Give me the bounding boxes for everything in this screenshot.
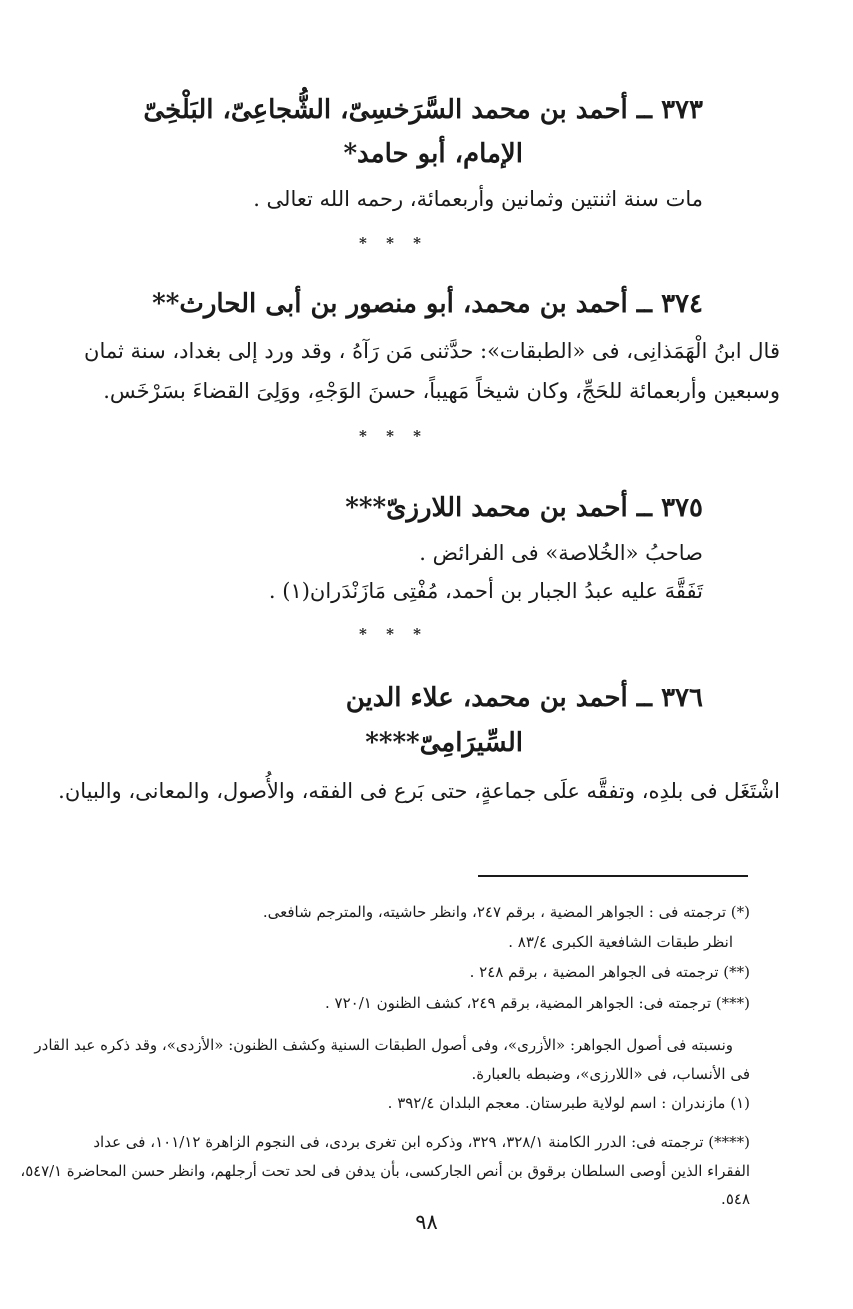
footnote-1: (*) ترجمته فى : الجواهر المضية ، برقم ٢٤٧، وانظر حاشيته، والمترجم شافعى. bbox=[262, 903, 750, 921]
entry-375-text-line-1: صاحبُ «الخُلاصة» فى الفرائض . bbox=[419, 541, 703, 565]
footnote-5-cont-1: الفقراء الذين أوصى السلطان برقوق بن أنص الجاركسى، بأن يدفن فى لحد تحت أرجلهم، وانظر حسن المحاضرة ٥٤٧/١، bbox=[20, 1163, 750, 1180]
footnote-2: (**) ترجمته فى الجواهر المضية ، برقم ٢٤٨ . bbox=[469, 963, 750, 981]
section-separator: * * * bbox=[359, 234, 428, 252]
entry-373-heading-cont: الإمام، أبو حامد* bbox=[343, 139, 523, 169]
footnote-1-cont: انظر طبقات الشافعية الكبرى ٨٣/٤ . bbox=[508, 933, 733, 951]
section-separator: * * * bbox=[359, 625, 428, 643]
footnote-3-cont-1: ونسبته فى أصول الجواهر: «الأزرى»، وفى أصول الطبقات السنية وكشف الظنون: «الأزدى»، وقد ذكره عبد القادر bbox=[34, 1036, 733, 1054]
footnote-3-cont-2: فى الأنساب، فى «اللارزى»، وضبطه بالعبارة. bbox=[471, 1065, 750, 1083]
entry-374-text-line-2: وسبعين وأربعمائة للحَجِّ، وكان شيخاً مَهيباً، حسنَ الوَجْهِ، ووَلِىَ القضاءَ بسَرْخَس. bbox=[103, 379, 780, 403]
entry-374-text-line-1: قال ابنُ الْهَمَذانِى، فى «الطبقات»: حدَّثنى مَن رَآهُ ، وقد ورد إلى بغداد، سنة ثمان bbox=[84, 339, 780, 363]
section-separator: * * * bbox=[359, 427, 428, 445]
entry-373-heading: ٣٧٣ ــ أحمد بن محمد السَّرَخسِىّ، الشُّجاعِىّ، البَلْخِىّ bbox=[143, 95, 703, 125]
footnote-5: (****) ترجمته فى: الدرر الكامنة ٣٢٨/١، ٣٢٩، وذكره ابن تغرى بردى، فى النجوم الزاهرة ١٠١/١٢، فى عداد bbox=[93, 1133, 750, 1151]
footnote-3: (***) ترجمته فى: الجواهر المضية، برقم ٢٤٩، كشف الظنون ٧٢٠/١ . bbox=[325, 994, 750, 1012]
entry-375-heading: ٣٧٥ ــ أحمد بن محمد اللارزىّ*** bbox=[345, 493, 703, 523]
entry-376-heading: ٣٧٦ ــ أحمد بن محمد، علاء الدين bbox=[345, 683, 703, 713]
footnote-5-cont-2: ٥٤٨. bbox=[721, 1190, 750, 1208]
page-number: ٩٨ bbox=[415, 1210, 438, 1234]
entry-374-heading: ٣٧٤ ــ أحمد بن محمد، أبو منصور بن أبى الحارث** bbox=[152, 289, 703, 319]
footnote-4: (١) مازندران : اسم لولاية طبرستان. معجم البلدان ٣٩٢/٤ . bbox=[387, 1094, 750, 1112]
footnote-separator-rule bbox=[478, 875, 748, 877]
entry-373-text: مات سنة اثنتين وثمانين وأربعمائة، رحمه الله تعالى . bbox=[253, 187, 703, 211]
entry-375-text-line-2: تَفَقَّهَ عليه عبدُ الجبار بن أحمد، مُفْتِى مَازَنْدَران(١) . bbox=[268, 579, 703, 603]
entry-376-text: اشْتَغَل فى بلدِه، وتفقَّه علَى جماعةٍ، حتى بَرع فى الفقه، والأُصول، والمعانى، والبيان. bbox=[58, 779, 780, 803]
entry-376-heading-cont: السِّيرَامِىّ**** bbox=[365, 728, 523, 758]
